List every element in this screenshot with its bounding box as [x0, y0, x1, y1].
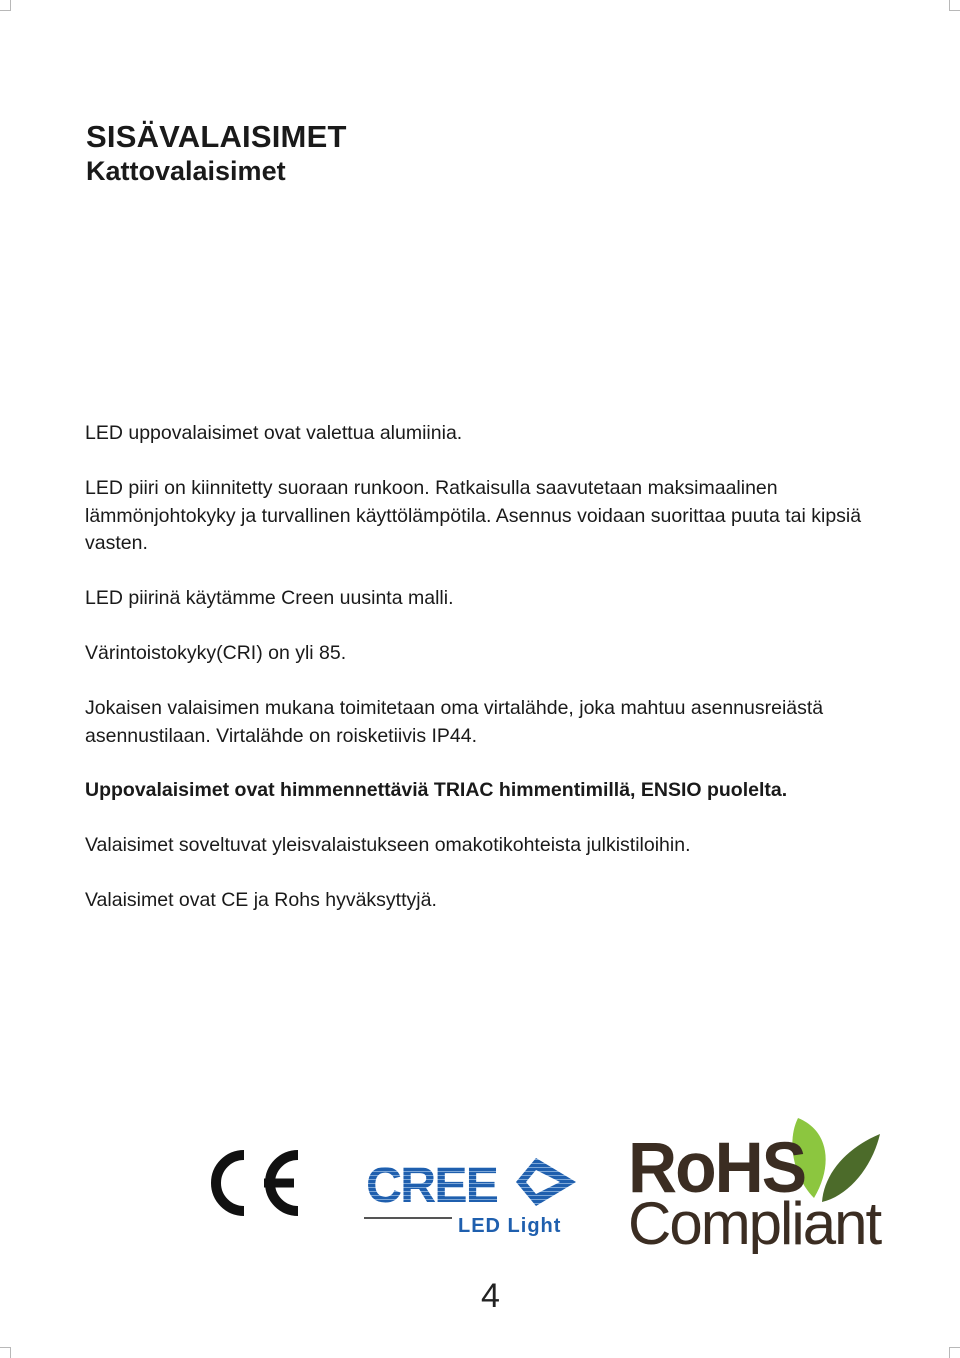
ce-mark-logo — [198, 1146, 304, 1220]
page-subtitle: Kattovalaisimet — [86, 156, 286, 186]
cree-tagline-text: LED Light — [458, 1215, 562, 1237]
crop-mark-bottom-right — [949, 1347, 960, 1358]
crop-mark-top-left — [0, 0, 11, 11]
rohs-text: RoHS — [628, 1127, 806, 1208]
paragraph-approvals: Valaisimet ovat CE ja Rohs hyväksyttyjä. — [85, 889, 437, 911]
crop-mark-top-right — [949, 0, 960, 11]
paragraph-led-mounting: LED piiri on kiinnitetty suoraan runkoon. Ratkaisulla saavutetaan maksimaalinen lämmönjohtokyky ja turvallinen käyttölämpötila. Asennus voidaan suorittaa puuta tai kipsiä vasten. — [85, 477, 862, 554]
paragraph-power-supply: Jokaisen valaisimen mukana toimitetaan oma virtalähde, joka mahtuu asennusreiästä asennustilaan. Virtalähde on roisketiivis IP44. — [85, 697, 824, 747]
paragraph-usage: Valaisimet soveltuvat yleisvalaistukseen omakotikohteista julkistiloihin. — [85, 834, 691, 856]
cree-led-light-logo — [364, 1152, 584, 1242]
paragraph-material: LED uppovalaisimet ovat valettua alumiinia. — [85, 422, 463, 444]
crop-mark-bottom-left — [0, 1347, 11, 1358]
rohs-compliant-logo — [628, 1112, 884, 1254]
paragraph-cri: Värintoistokyky(CRI) on yli 85. — [85, 642, 347, 664]
paragraph-dimming: Uppovalaisimet ovat himmennettäviä TRIAC himmentimillä, ENSIO puolelta. — [85, 779, 788, 801]
page-title: SISÄVALAISIMET — [86, 119, 347, 154]
cree-diamond-icon — [364, 1152, 584, 1242]
page-number: 4 — [481, 1277, 500, 1315]
compliant-text: Compliant — [628, 1190, 881, 1254]
cree-brand-text: CREE — [366, 1157, 497, 1213]
paragraph-cree-led: LED piirinä käytämme Creen uusinta malli. — [85, 587, 454, 609]
